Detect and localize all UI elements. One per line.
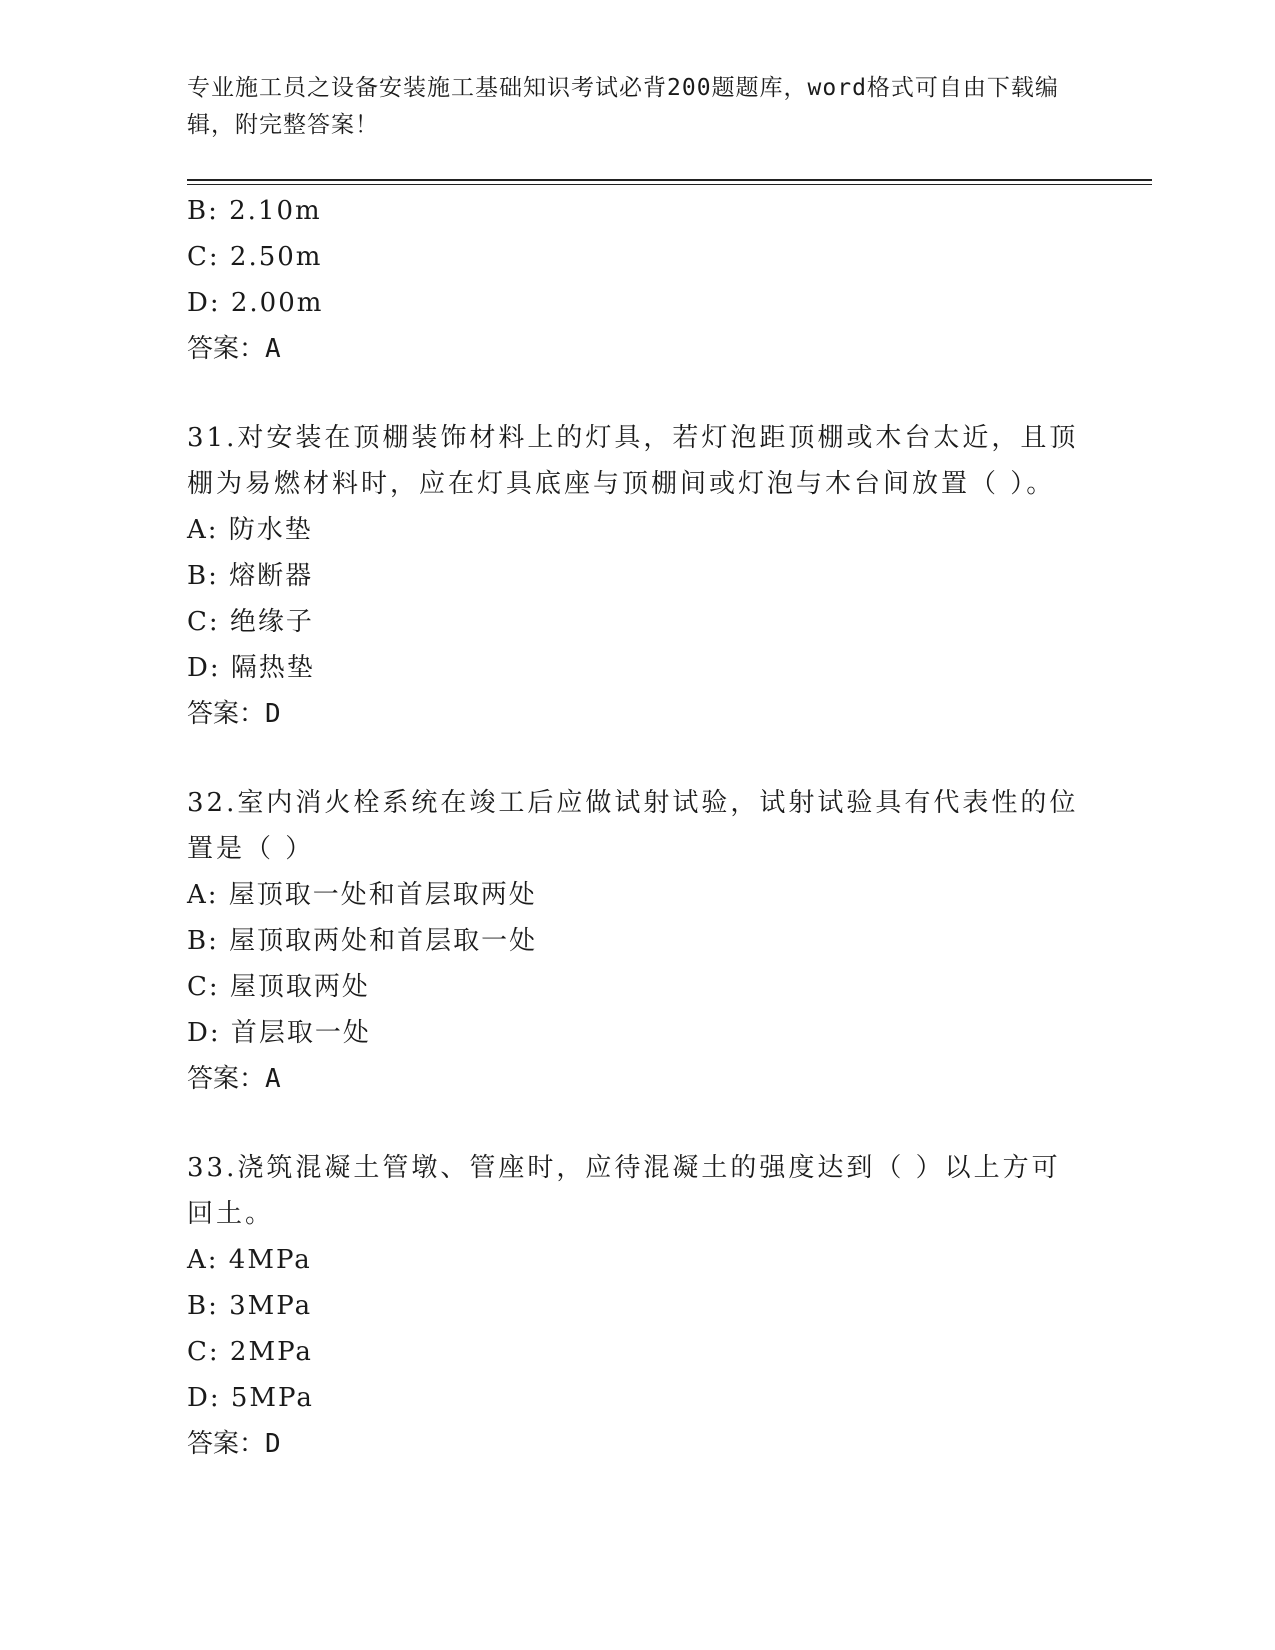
answer-line: 答案：D [187,699,281,729]
question-stem: 33.浇筑混凝土管墩、管座时，应待混凝土的强度达到（ ）以上方可回土。 [187,1153,1061,1229]
option-b: B: 3MPa [187,1291,313,1321]
continued-question [187,188,1087,372]
option-d: D: 5MPa [187,1383,314,1413]
option-b: B: 屋顶取两处和首层取一处 [187,926,538,956]
answer-line: 答案：A [187,334,281,364]
option-c: C: 2.50m [187,242,323,272]
header-rule-thick [187,179,1152,181]
option-a: A: 4MPa [187,1245,312,1275]
option-c: C: 绝缘子 [187,607,314,637]
question-32 [187,780,1087,1102]
question-31 [187,415,1087,737]
question-list [187,188,1087,1467]
answer-line: 答案：D [187,1429,281,1459]
option-d: D: 首层取一处 [187,1018,371,1048]
option-b: B: 熔断器 [187,561,314,591]
option-d: D: 2.00m [187,288,324,318]
option-c: C: 2MPa [187,1337,313,1367]
option-a: A: 防水垫 [187,515,313,545]
question-stem: 32.室内消火栓系统在竣工后应做试射试验，试射试验具有代表性的位置是（ ） [187,788,1079,864]
option-a: A: 屋顶取一处和首层取两处 [187,880,537,910]
option-d: D: 隔热垫 [187,653,315,683]
question-33 [187,1145,1087,1467]
header-rule-thin [187,184,1152,185]
option-b: B: 2.10m [187,196,322,226]
document-header: 专业施工员之设备安装施工基础知识考试必背200题题库，word格式可自由下载编辑，附完整答案！ [187,75,1059,138]
question-stem: 31.对安装在顶棚装饰材料上的灯具，若灯泡距顶棚或木台太近，且顶棚为易燃材料时，应在灯具底座与顶棚间或灯泡与木台间放置（ ）。 [187,423,1079,499]
answer-line: 答案：A [187,1064,281,1094]
option-c: C: 屋顶取两处 [187,972,370,1002]
